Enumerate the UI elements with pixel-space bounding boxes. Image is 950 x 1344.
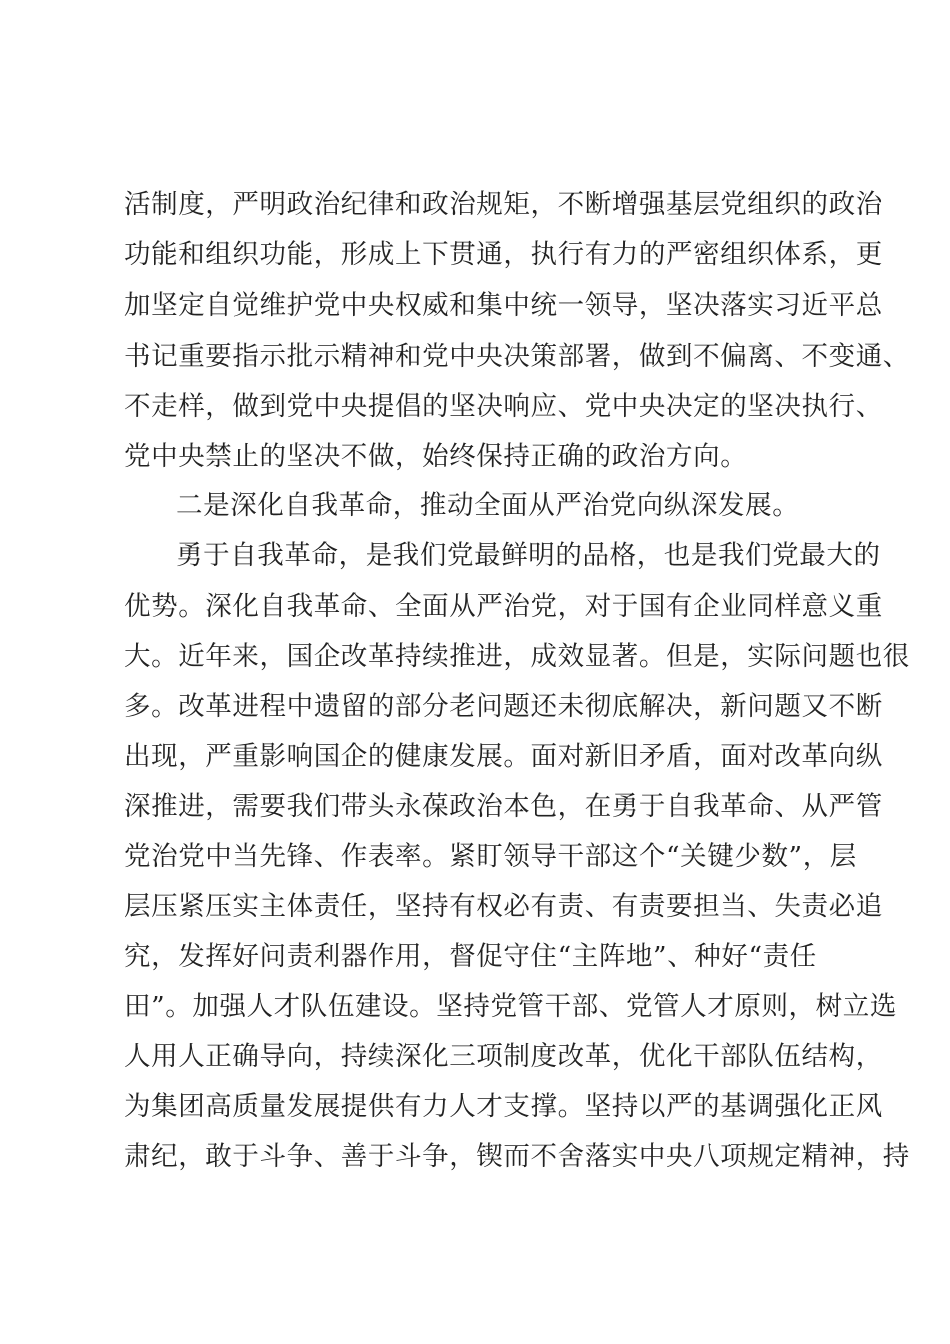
text-line: 优势。深化自我革命、全面从严治党，对于国有企业同样意义重 <box>124 591 883 622</box>
text-line: 书记重要指示批示精神和党中央决策部署，做到不偏离、不变通、 <box>124 341 910 372</box>
text-line: 出现，严重影响国企的健康发展。面对新旧矛盾，面对改革向纵 <box>124 741 883 772</box>
text-line: 层压紧压实主体责任，坚持有权必有责、有责要担当、失责必追 <box>124 891 883 922</box>
text-line: 活制度，严明政治纪律和政治规矩，不断增强基层党组织的政治 <box>124 189 883 220</box>
text-line: 田”。加强人才队伍建设。坚持党管干部、党管人才原则，树立选 <box>124 991 897 1022</box>
text-line: 不走样，做到党中央提倡的坚决响应、党中央决定的坚决执行、 <box>124 391 883 422</box>
text-line: 加坚定自觉维护党中央权威和集中统一领导，坚决落实习近平总 <box>124 290 883 321</box>
text-line: 多。改革进程中遗留的部分老问题还未彻底解决，新问题又不断 <box>124 691 883 722</box>
text-line: 党治党中当先锋、作表率。紧盯领导干部这个“关键少数”，层 <box>124 841 857 872</box>
text-line: 深推进，需要我们带头永葆政治本色，在勇于自我革命、从严管 <box>124 791 883 822</box>
text-line: 究，发挥好问责利器作用，督促守住“主阵地”、种好“责任 <box>124 941 817 972</box>
text-line: 功能和组织功能，形成上下贯通，执行有力的严密组织体系，更 <box>124 239 883 270</box>
text-line: 人用人正确导向，持续深化三项制度改革，优化干部队伍结构， <box>124 1041 883 1072</box>
section-heading: 二是深化自我革命，推动全面从严治党向纵深发展。 <box>176 490 800 521</box>
text-line: 肃纪，敢于斗争、善于斗争，锲而不舍落实中央八项规定精神，持 <box>124 1141 910 1172</box>
paragraph-first-line: 勇于自我革命，是我们党最鲜明的品格，也是我们党最大的 <box>176 540 881 571</box>
text-line: 大。近年来，国企改革持续推进，成效显著。但是，实际问题也很 <box>124 641 910 672</box>
text-line: 党中央禁止的坚决不做，始终保持正确的政治方向。 <box>124 441 748 472</box>
text-line: 为集团高质量发展提供有力人才支撑。坚持以严的基调强化正风 <box>124 1091 883 1122</box>
